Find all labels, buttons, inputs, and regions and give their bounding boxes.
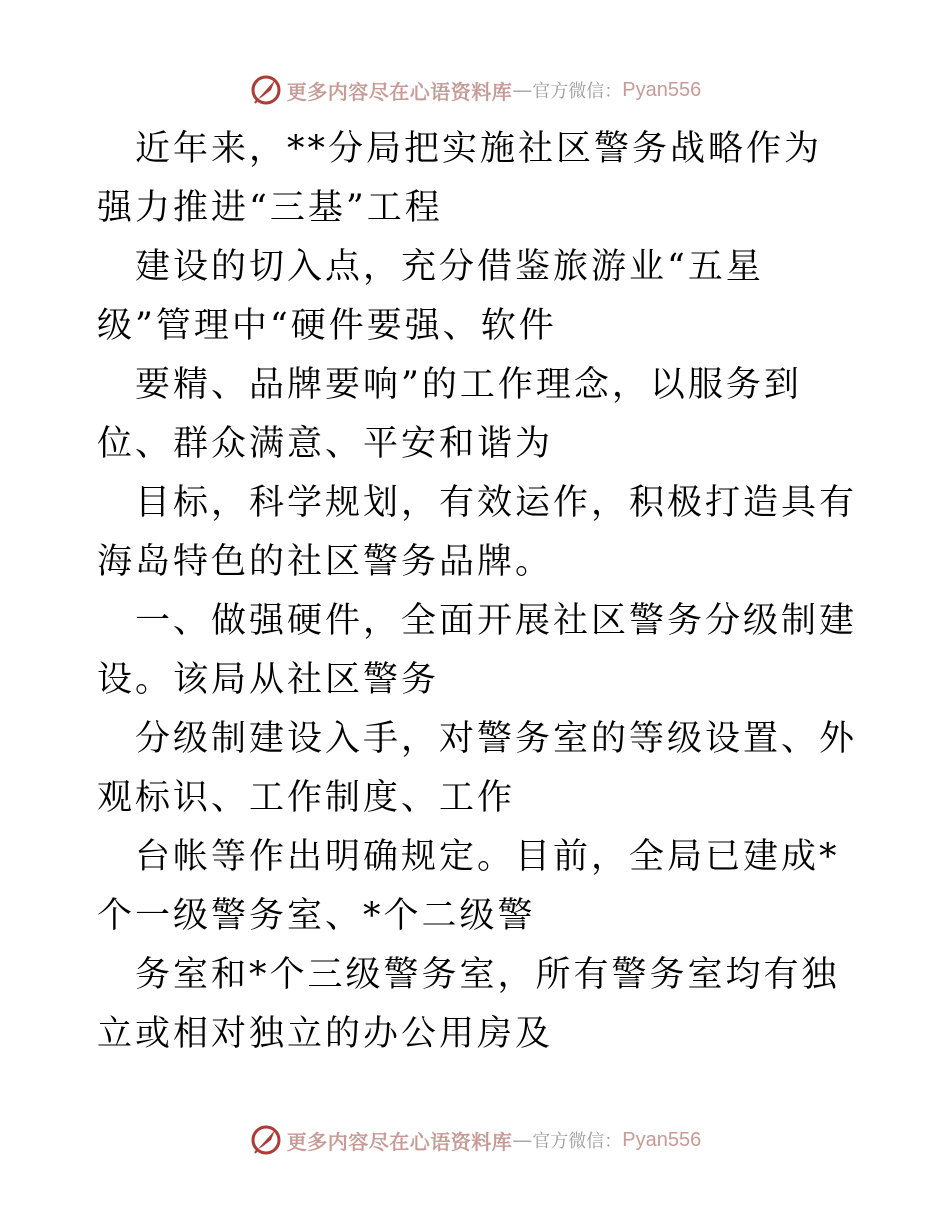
watermark-wechat-label: 官方微信： — [532, 81, 623, 102]
paragraph: 务室和*个三级警务室，所有警务室均有独立或相对独立的办公用房及 — [97, 955, 840, 1054]
footer-watermark — [0, 1120, 950, 1160]
paragraph: 一、做强硬件，全面开展社区警务分级制建设。该局从社区警务 — [97, 601, 858, 700]
watermark-dash: — — [512, 78, 533, 102]
quill-logo-icon — [249, 73, 283, 107]
document-body — [97, 120, 857, 1064]
paragraph: 近年来，**分局把实施社区警务战略作为强力推进“三基”工程 — [97, 129, 823, 228]
header-watermark — [0, 70, 950, 110]
watermark-dash: — — [512, 1128, 533, 1152]
paragraph: 分级制建设入手，对警务室的等级设置、外观标识、工作制度、工作 — [97, 719, 858, 818]
paragraph: 目标，科学规划，有效运作，积极打造具有海岛特色的社区警务品牌。 — [97, 483, 858, 582]
watermark-text: 更多内容尽在心语资料库 — [286, 1129, 513, 1154]
watermark-wechat-label: 官方微信： — [532, 1131, 623, 1152]
watermark-wechat-id: Pyan556 — [622, 1128, 702, 1151]
paragraph: 要精、品牌要响”的工作理念，以服务到位、群众满意、平安和谐为 — [97, 365, 802, 464]
quill-logo-icon — [249, 1123, 283, 1157]
watermark-text: 更多内容尽在心语资料库 — [286, 79, 513, 104]
paragraph: 台帐等作出明确规定。目前，全局已建成*个一级警务室、*个二级警 — [97, 837, 840, 936]
watermark-wechat-id: Pyan556 — [622, 78, 702, 101]
paragraph: 建设的切入点，充分借鉴旅游业“五星级”管理中“硬件要强、软件 — [97, 247, 764, 346]
